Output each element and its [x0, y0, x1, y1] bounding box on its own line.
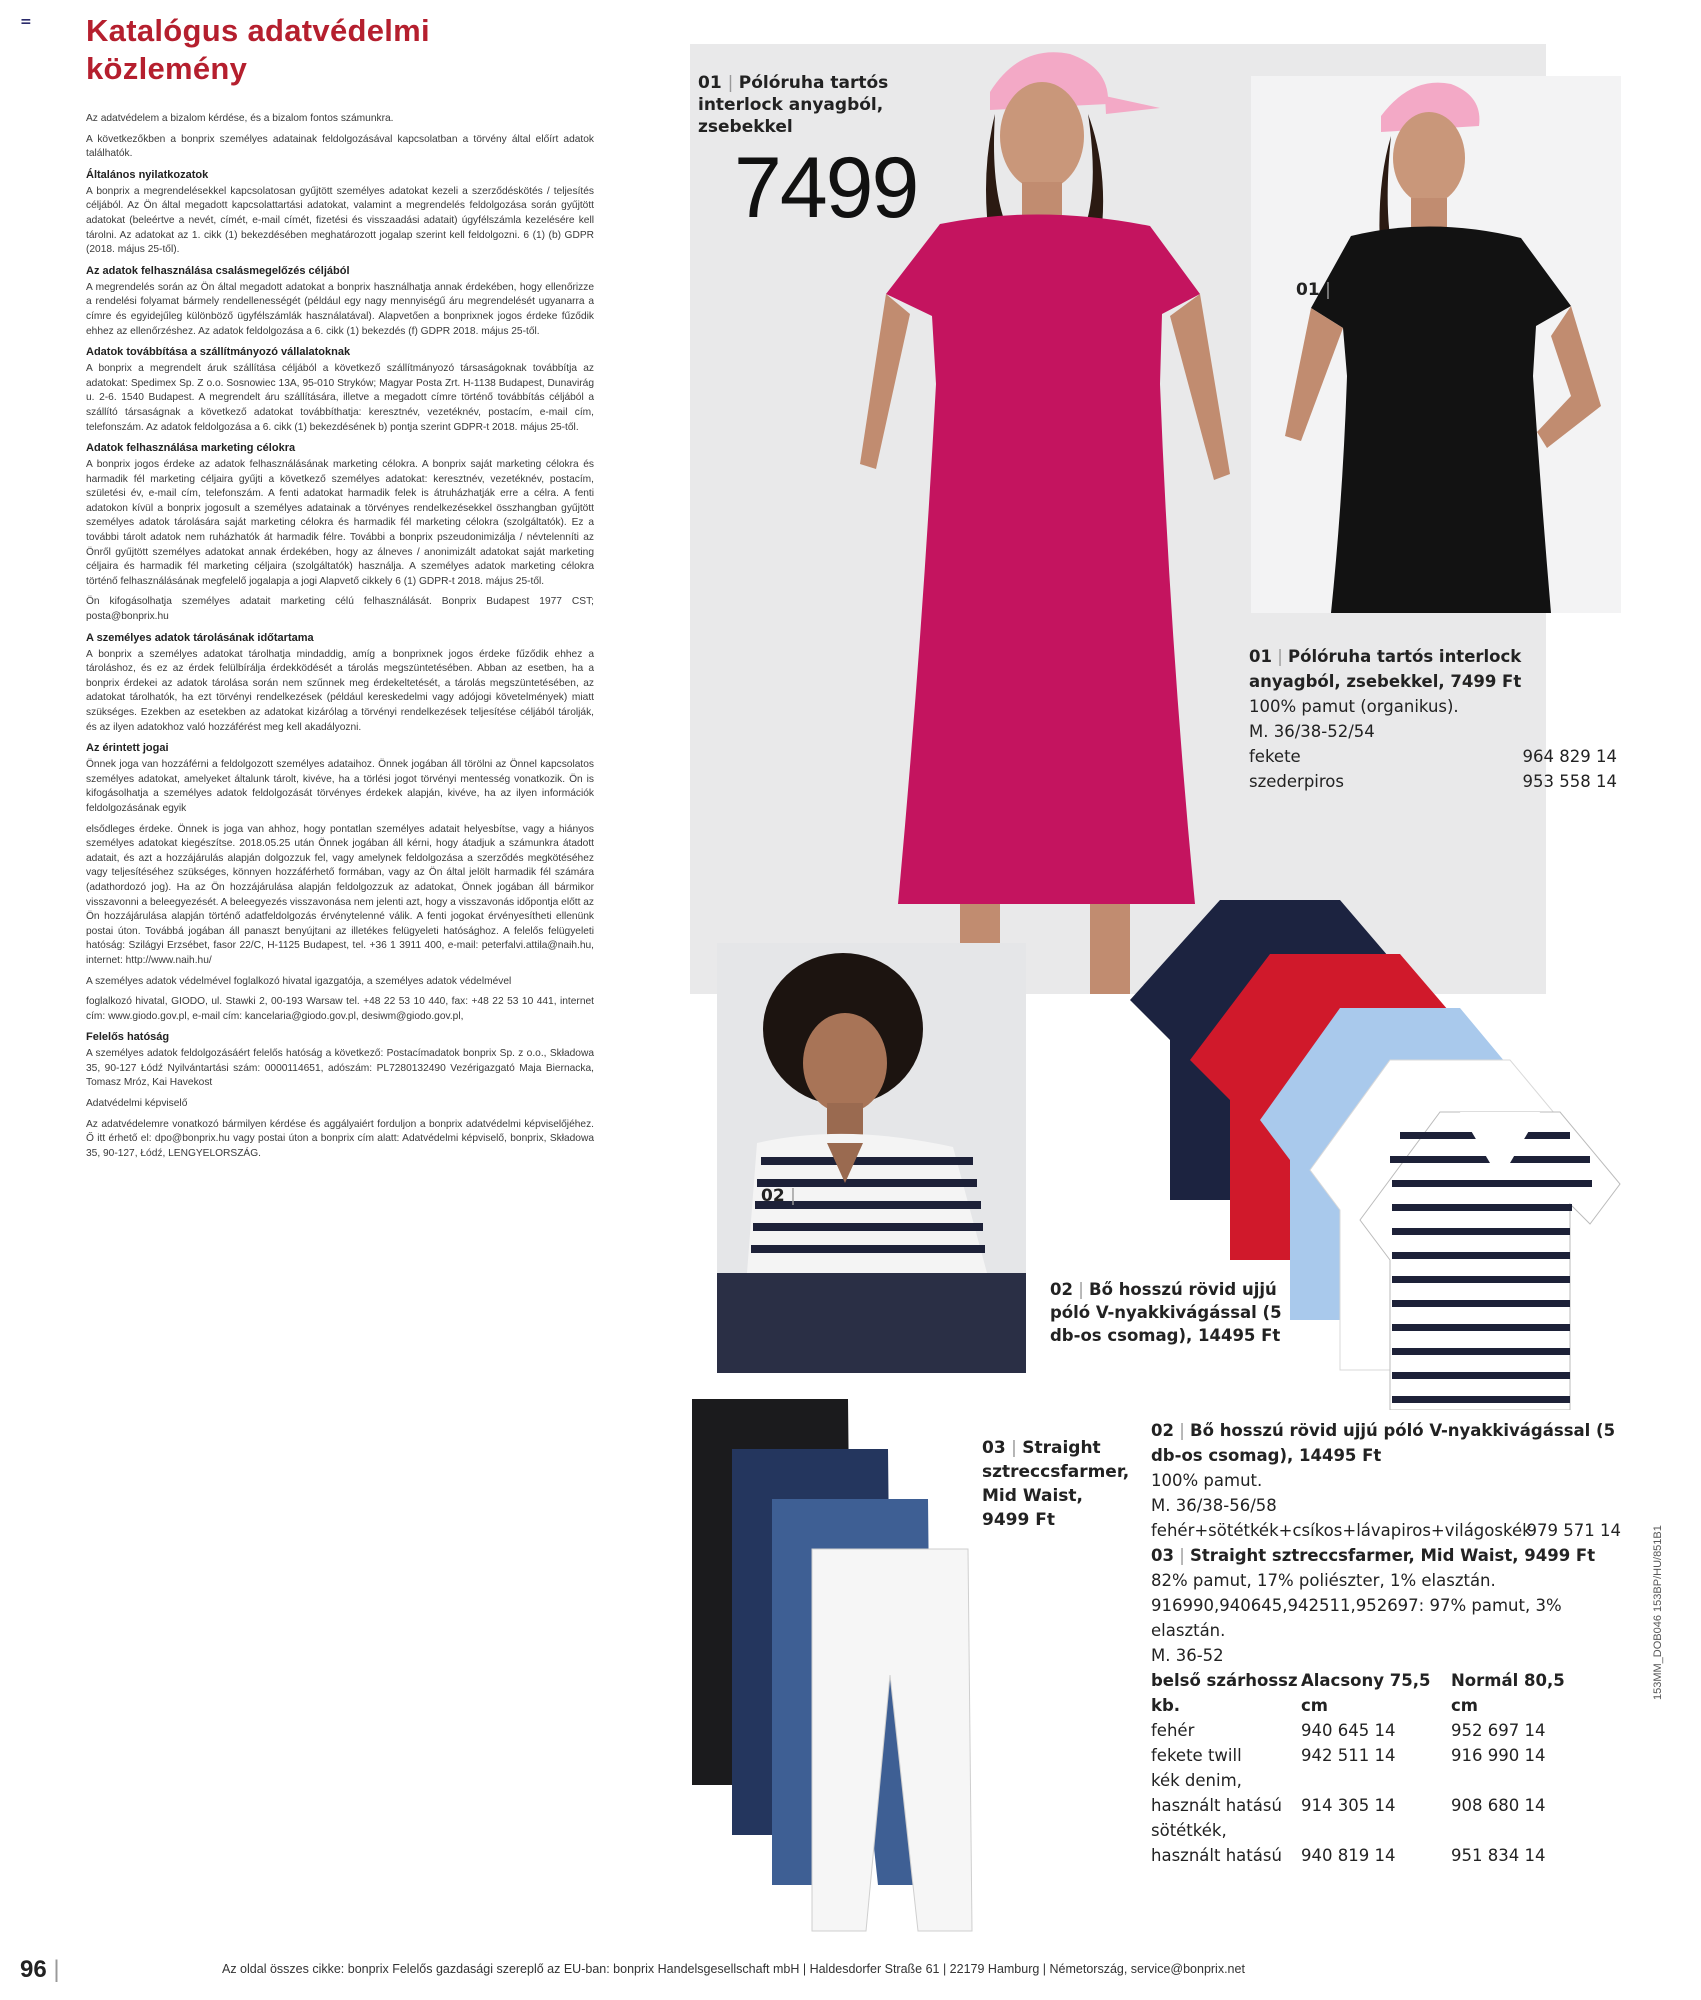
table-row: fehér 940 645 14 952 697 14	[1151, 1721, 1546, 1740]
inseam-table-header: belső szárhossz kb. Alacsony 75,5 cm Normál 80,5 cm	[1151, 1671, 1565, 1715]
striped-tee-illustration	[717, 943, 1026, 1373]
product-1-title	[698, 72, 958, 138]
table-row: sötétkék, használt hatású 940 819 14 951 834 14	[1151, 1821, 1546, 1865]
privacy-paragraph: A bonprix a megrendelésekkel kapcsolatosan gyűjtött személyes adatokat kezeli a szerződéskötés / teljesítés céljából. Az Ön által megadott kapcsolattartási adatokat, valamint a megrendelés feldolgozása során gyűjtött adatokat (beleértve a nevét, címét, e-mail címét, fizetési és visszaadási adatait) úgyfélszámla kezelésére kell tárolni. Az adatokat az 1. cikk (1) bekezdésében meghatározott jogalap szerint kell feldolgozni. 6 (1) (b) GDPR (2018. május 25-től).	[86, 185, 594, 256]
privacy-heading-rights: Az érintett jogai	[86, 742, 169, 755]
privacy-paragraph: A bonprix a személyes adatokat tárolhatja mindaddig, amíg a bonprixnek jogos érdeke fűződik ehhez a tároláshoz, és ez az érdek felülbírálja érdekködését a tárolás megszüntetésében. Abban az esetben, ha a bonprix érdekei az adatok tárolása során nem szűnnek meg érdekeltetését, a tárolás megszüntetésében, az adatokat tárolhatók, ha ezt törvényi rendelkezések (például kereskedelmi vagy adójogi követelmények) miatt szükséges. Ezekben az esetekben az adatokat kizárólag a törvényi rendelkezések teljesítése céljából tárolják, és az ilyen adatokhoz való hozzáférést meg kell akadályozni.	[86, 648, 594, 733]
privacy-heading-retention: A személyes adatok tárolásának időtartama	[86, 631, 314, 644]
product-1-name: Pólóruha tartós interlock anyagból, zsebekkel	[698, 73, 889, 137]
jeans-stack-illustration	[688, 1395, 988, 1935]
product-1-info	[1249, 644, 1617, 794]
black-dress-number: 01 |	[1296, 280, 1331, 300]
privacy-intro-1: Az adatvédelem a bizalom kérdése, és a bizalom fontos számunkra.	[86, 113, 394, 124]
product-2-info-title: 02 | Bő hosszú rövid ujjú póló V-nyakkivágással (5 db-os csomag), 14495 Ft	[1151, 1421, 1616, 1465]
privacy-intro-2: A következőkben a bonprix személyes adatainak feldolgozásával kapcsolatban a törvény által előírt adatok találhatók.	[86, 133, 594, 160]
corner-mark: =	[20, 14, 32, 30]
privacy-paragraph: foglalkozó hivatal, GIODO, ul. Stawki 2, 00-193 Warsaw tel. +48 22 53 10 440, fax: +48 22 53 10 441, internet cím: www.giodo.gov.pl, e-mail cím: kancelaria@giodo.gov.pl, desiwm@giodo.gov.pl,	[86, 996, 594, 1022]
table-row: fekete twill 942 511 14 916 990 14	[1151, 1746, 1546, 1765]
privacy-paragraph: elsődleges érdeke. Önnek is joga van ahhoz, hogy pontatlan személyes adatait helyesbítse, vagy a hiányos személyes adatokat kiegészítse. 2018.05.25 után Önnek jogában áll kérni, hogy átadjuk a számunkra átadott adatait, és azt a hozzájárulás alapján dolgozzuk fel, vagy amelynek feldolgozása a szerződés megkötéséhez vagy teljesítéséhez szükséges, könnyen hozzáférhető formában, vagy az Ön által jelölt harmadik fél számára (adathordozó jog). Ha az Ön hozzájárulása alapján feldolgozzuk az adatokat, Önnek jogában áll bármikor visszavonni a beleegyezését. A beleegyezés visszavonása nem jelenti azt, hogy a visszavonás időpontja előtt az Ön hozzájárulása alapján történő adatfeldolgozás érvénytelenné válik. A fenti jogokat érvényesítheti ellenünk postai úton. Továbbá jogában áll panaszt benyújtani az illetékes felügyeleti hatósághoz. A felelős felügyeleti hatóság: Szilágyi Erzsébet, fasor 22/C, H-1125 Budapest, tel. +36 1 3911 400, e-mail: peterfalvi.attila@naih.hu, internet: http://www.naih.hu/	[86, 823, 594, 966]
privacy-heading-general: Általános nyilatkozatok	[86, 168, 209, 181]
separator: |	[727, 73, 739, 93]
product-2-sizes: M. 36/38-56/58	[1151, 1496, 1277, 1515]
product-3-sizes: M. 36-52	[1151, 1646, 1224, 1665]
striped-tee-photo	[717, 943, 1026, 1373]
product-1-number: 01	[698, 73, 722, 93]
title-line-1: Katalógus adatvédelmi	[86, 13, 430, 48]
privacy-column	[86, 112, 594, 1167]
jeans-stack-photo	[688, 1395, 988, 1935]
product-2-caption: 02 | Bő hosszú rövid ujjú póló V-nyakkivágással (5 db-os csomag), 14495 Ft	[1050, 1280, 1282, 1345]
product-1-sizes: M. 36/38-52/54	[1249, 722, 1375, 741]
product-3-info-title: 03 | Straight sztreccsfarmer, Mid Waist, 9499 Ft	[1151, 1546, 1596, 1565]
product-1-price: 7499	[734, 140, 918, 236]
privacy-paragraph: Önnek joga van hozzáférni a feldolgozott személyes adataihoz. Önnek jogában áll törölni az Önnel kapcsolatos személyes adatokat, amelyeket általunk tárolt, kivéve, ha a törlési jogot törvényi mentesség vonatkozik. Ön is kifogásolhatja a személyes adatok feldolgozását törvényes érdekek alapján, kivéve, ha az ilyen információk feldolgozásának egyik	[86, 759, 594, 814]
product-3-caption: 03 | Straight sztreccsfarmer, Mid Waist, 9499 Ft	[982, 1438, 1130, 1530]
privacy-paragraph: A személyes adatok védelmével foglalkozó hivatal igazgatója, a személyes adatok védelmével	[86, 975, 512, 987]
footer-legal-text: Az oldal összes cikke: bonprix Felelős gazdasági szereplő az EU-ban: bonprix Handelsgesellschaft mbH | Haldesdorfer Straße 61 | 22179 Hamburg | Németország, service@bonprix.net	[222, 1962, 1245, 1976]
inseam-table	[1151, 1668, 1571, 1868]
product-1-info-title: 01 | Pólóruha tartós interlock anyagból, zsebekkel, 7499 Ft	[1249, 647, 1522, 691]
product-3-material: 82% pamut, 17% poliészter, 1% elasztán. 916990,940645,942511,952697: 97% pamut, 3% elasztán.	[1151, 1571, 1562, 1640]
title-line-2: közlemény	[86, 51, 248, 86]
privacy-heading-fraud: Az adatok felhasználása csalásmegelőzés céljából	[86, 264, 350, 277]
privacy-heading-shipping: Adatok továbbítása a szállítmányozó vállalatoknak	[86, 346, 351, 359]
privacy-heading-marketing: Adatok felhasználása marketing célokra	[86, 442, 296, 455]
product-2-material: 100% pamut.	[1151, 1471, 1263, 1490]
product-1-variant: szederpiros 953 558 14	[1249, 772, 1617, 791]
privacy-paragraph: Adatvédelmi képviselő	[86, 1098, 188, 1110]
privacy-heading-authority: Felelős hatóság	[86, 1031, 170, 1044]
product-2-3-info	[1151, 1418, 1621, 1868]
table-row: kék denim, használt hatású 914 305 14 908 680 14	[1151, 1771, 1546, 1815]
privacy-paragraph: A bonprix jogos érdeke az adatok felhasználásának marketing célokra. A bonprix saját marketing célokra és harmadik fél marketing céljaira gyűjti a következő személyes adatokat: keresztnév, vezetéknév, postacím, születési év, e-mail cím, telefonszám. A fenti adatokat harmadik felek is átruházhatják erre a célra. A fenti adatokon kívül a bonprix jogosult a személyes adatainak a törvényes rendelkezésekkel összhangban gyűjtött személyes adatok tárolására saját marketing célokra és harmadik fél marketing célokra (szolgáltatók). Ez a további tárolt adatok nem ruházhatók át harmadik félre. További a bonprix pszeudonimizálja / névtelenníti az Önről gyűjtött személyes adatokat annak érdekében, hogy az álneves / anonimizált adatokat saját marketing céljaira és harmadik fél marketing céljaira (szolgáltatók) használja. A személyes adatok marketing célokra történő felhasználásának megfelelő jogalapja a jogi Alapvető cikkely 6 (1) GDPR-t 2018. május 25-től.	[86, 459, 594, 587]
product-1-variant: fekete 964 829 14	[1249, 747, 1617, 766]
privacy-paragraph: Ön kifogásolhatja személyes adatait marketing célú felhasználását. Bonprix Budapest 1977 CST; posta@bonprix.hu	[86, 596, 594, 623]
striped-tee-number: 02 |	[761, 1186, 796, 1206]
privacy-paragraph: Az adatvédelemre vonatkozó bármilyen kérdése és aggályaiért forduljon a bonprix adatvédelmi képviselőjéhez. Ő itt érhető el: dpo@bonprix.hu vagy postai úton a bonprix cím alatt: Adatvédelmi képviselő, bonprix, Składowa 35, 90-127, Łódź, LENGYELORSZÁG.	[86, 1118, 594, 1159]
product-2-variant: fehér+sötétkék+csíkos+lávapiros+világoskék 979 571 14	[1151, 1521, 1621, 1540]
product-1-material: 100% pamut (organikus).	[1249, 697, 1459, 716]
privacy-paragraph: A személyes adatok feldolgozásáért felelős hatóság a következő: Postacímadatok bonprix Sp. z o.o., Składowa 35, 90-127 Łódź Nyilvántartási szám: 0000114651, adószám: PL7280132490 Vezérigazgató Maja Biernacka, Tomasz Mróz, Kai Havekost	[86, 1048, 594, 1089]
side-print-code: 153MM_DOB046 153BP/HU/851B1	[1652, 1525, 1664, 1700]
notice-title	[86, 12, 606, 88]
black-dress-photo	[1251, 76, 1621, 613]
privacy-paragraph: A bonprix a megrendelt áruk szállítása céljából a következő szállítmányozó társaságoknak továbbítja az adatokat: Spedimex Sp. Z o.o. Sosnowiec 13A, 95-010 Stryków; Magyar Posta Zrt. H-1138 Budapest, Dunavirág u. 2-6. 1540 Budapest. A megrendelt áru szállítására, illetve a megadott címre történő továbbítás céljából a szállító társaságnak a következő adatokat továbbíthatja: keresztnév, vezetéknév, postacím, e-mail cím, telefonszám. Az adatok feldolgozása a 6. cikk (1) bekezdésének b) pontja szerint GDPR-t 2018. május 25-től.	[86, 363, 594, 433]
page-number: 96 |	[20, 1956, 60, 1983]
privacy-paragraph: A megrendelés során az Ön által megadott adatokat a bonprix használhatja annak érdekében, hogy ellenőrizze a rendelési folyamat bármely rendellenességét (például egy nagy mennyiségű áru megrendelését ugyanarra a címre és egyidejűleg különböző ügyfélszámlák használatával). Alapvetően a bonprixnek jogos érdeke fűződik ehhez az ellenőrzéshez. Az adatok feldolgozása a 6. cikk (1) bekezdés (f) GDPR 2018. május 25-től.	[86, 281, 594, 337]
black-dress-illustration	[1251, 76, 1621, 613]
